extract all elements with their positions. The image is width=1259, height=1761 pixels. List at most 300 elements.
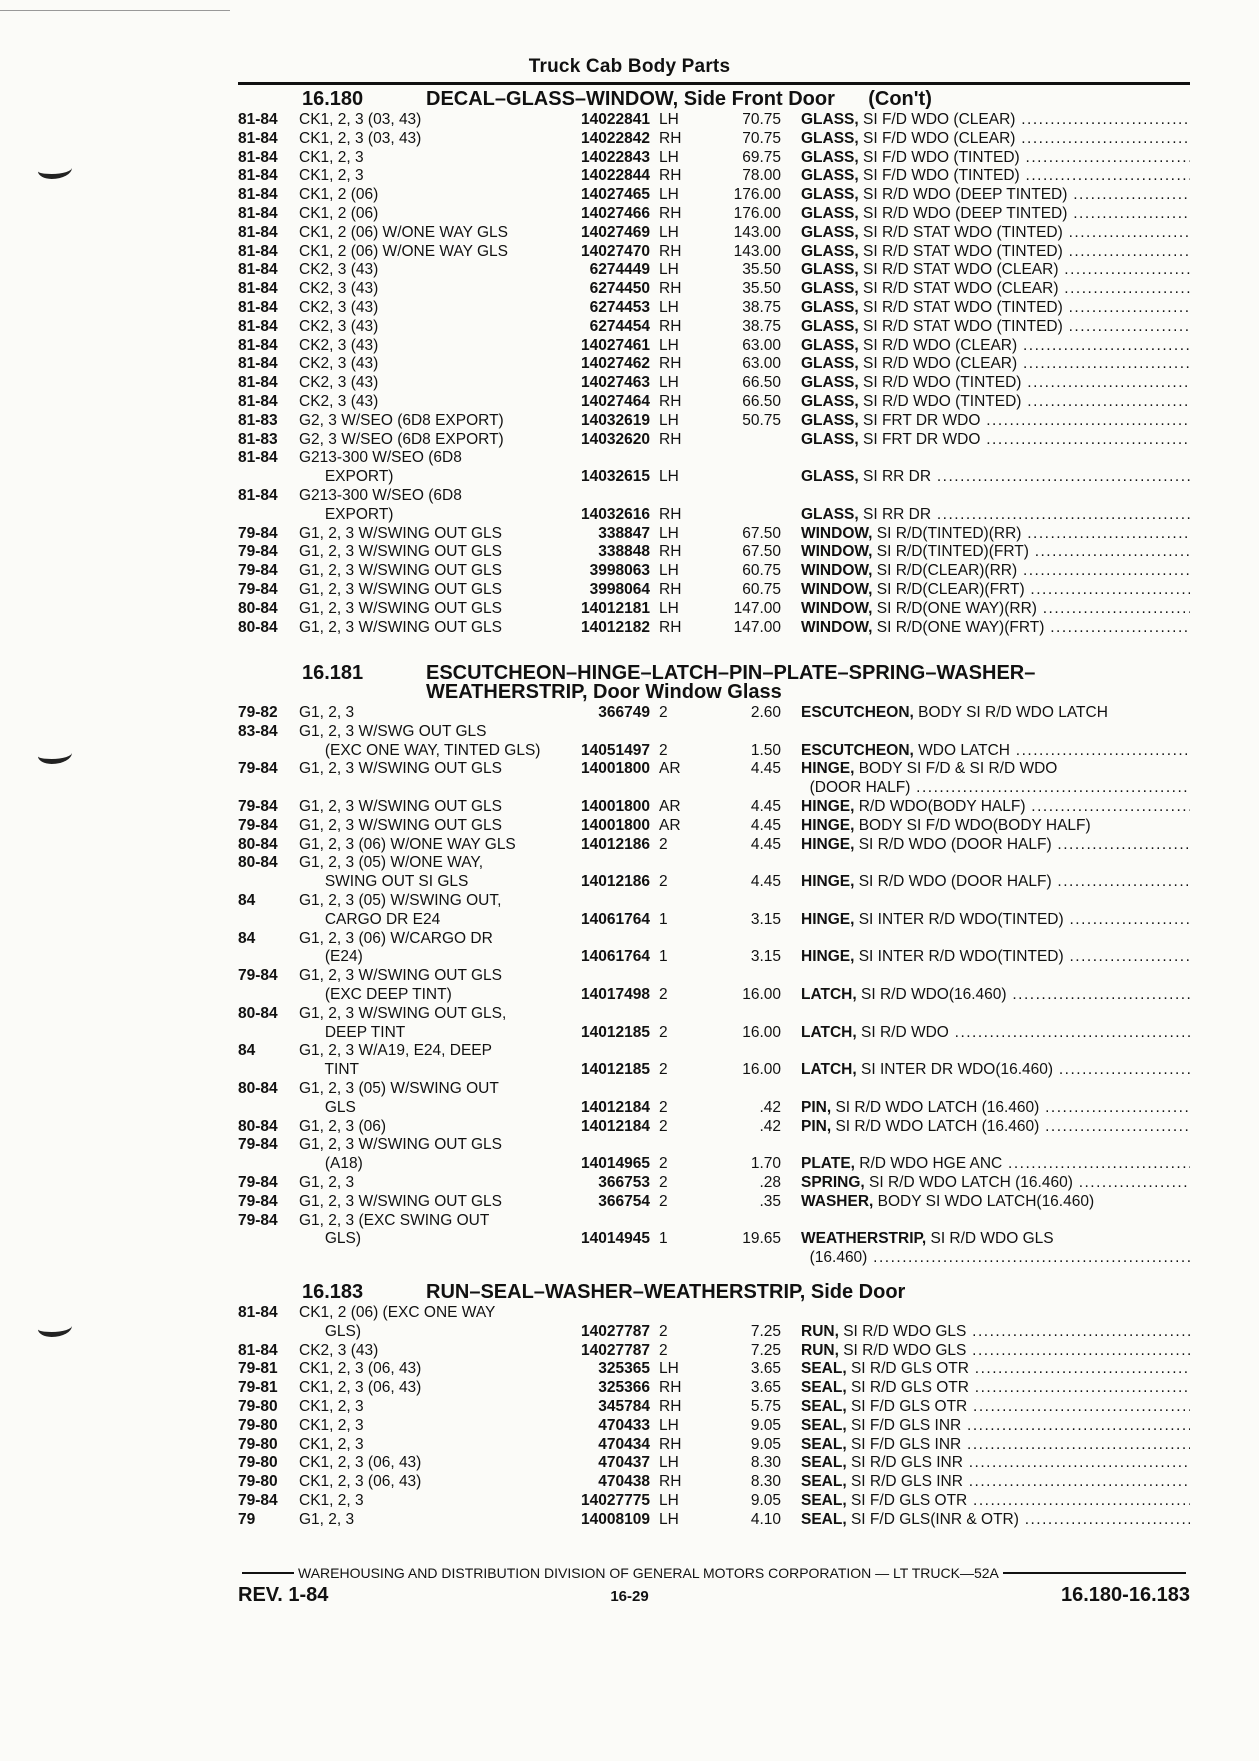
model-years — [238, 468, 299, 487]
price — [687, 967, 781, 986]
part-description — [781, 167, 1190, 186]
model-application: CK1, 2 (06) (EXC ONE WAY — [299, 1304, 496, 1321]
section-number: 16.183 — [302, 1281, 364, 1303]
model-years: 79-81 — [238, 1360, 278, 1378]
model-application: (E24) — [299, 948, 363, 966]
part-detail: BODY SI R/D WDO LATCH — [913, 704, 1108, 721]
part-number: 14017498 — [581, 985, 650, 1003]
part-name: ESCUTCHEON, — [801, 704, 914, 721]
scan-edge-line — [0, 10, 230, 11]
part-number: 14027470 — [581, 242, 650, 260]
table-row — [238, 1099, 1190, 1118]
table-row — [238, 600, 1190, 619]
part-name: SEAL, — [801, 1379, 847, 1397]
price: 16.00 — [742, 985, 781, 1003]
quantity: LH — [659, 336, 679, 354]
footer-division-text: WAREHOUSING AND DISTRIBUTION DIVISION OF GENERAL MOTORS CORPORATION — LT TRUCK—52A — [298, 1565, 999, 1581]
part-description — [781, 1155, 1190, 1174]
part-name: HINGE, — [801, 760, 855, 778]
part-description — [781, 836, 1190, 855]
footer-rule-right — [1003, 1572, 1186, 1574]
table-row — [238, 873, 1190, 892]
title-rule — [238, 82, 1190, 85]
price — [687, 506, 781, 525]
part-number: 470434 — [598, 1435, 650, 1453]
part-name: HINGE, — [801, 910, 855, 928]
price — [687, 468, 781, 487]
model-years: 79-84 — [238, 1211, 278, 1229]
quantity — [650, 1249, 687, 1268]
model-application: G1, 2, 3 W/SWING OUT GLS — [299, 1192, 502, 1210]
model-application: CK2, 3 (43) — [299, 280, 379, 298]
model-application: G213-300 W/SEO (6D8 — [299, 449, 462, 467]
price: 70.75 — [742, 129, 781, 147]
part-detail: SI R/D WDO(16.460) — [856, 985, 1007, 1003]
model-application: G1, 2, 3 W/SWING OUT GLS — [299, 562, 502, 580]
model-years — [238, 1249, 299, 1268]
model-application: CK1, 2, 3 (03, 43) — [299, 129, 422, 147]
price — [687, 1042, 781, 1061]
part-name: SEAL, — [801, 1473, 847, 1491]
part-number: 14012185 — [581, 1023, 650, 1041]
price: 63.00 — [742, 355, 781, 373]
model-years: 80-84 — [238, 599, 278, 617]
price: .42 — [759, 1098, 781, 1116]
model-application: G1, 2, 3 (05) W/SWING OUT — [299, 1079, 499, 1097]
model-years: 80-84 — [238, 618, 278, 636]
part-description — [781, 1080, 1190, 1099]
model-years — [238, 1155, 299, 1174]
model-years — [238, 1099, 299, 1118]
part-description — [781, 1492, 1190, 1511]
part-detail: SI R/D WDO LATCH (16.460) — [831, 1098, 1040, 1116]
table-row — [238, 798, 1190, 817]
table-row — [238, 525, 1190, 544]
part-detail: R/D WDO HGE ANC — [854, 1155, 1003, 1173]
part-description — [781, 873, 1190, 892]
section-title-line2: WEATHERSTRIP, Door Window Glass — [426, 681, 782, 703]
part-name: GLASS, — [801, 468, 859, 486]
part-number: 325366 — [598, 1379, 650, 1397]
part-detail: SI R/D STAT WDO (CLEAR) — [858, 280, 1059, 298]
part-description — [781, 1193, 1190, 1212]
quantity: RH — [659, 430, 682, 448]
quantity — [650, 1042, 687, 1061]
part-description — [781, 468, 1190, 487]
model-years: 81-83 — [238, 430, 278, 448]
model-years: 83-84 — [238, 722, 278, 740]
part-description — [781, 431, 1190, 450]
quantity: RH — [659, 618, 682, 636]
part-number: 6274453 — [589, 298, 650, 316]
table-row — [238, 412, 1190, 431]
model-application: EXPORT) — [299, 505, 394, 523]
model-application: CK1, 2, 3 (06, 43) — [299, 1360, 422, 1378]
model-years: 81-84 — [238, 1304, 278, 1321]
part-number: 14012186 — [581, 873, 650, 891]
table-row — [238, 930, 1190, 949]
model-years: 79-81 — [238, 1379, 278, 1397]
model-application: CK1, 2 (06) W/ONE WAY GLS — [299, 223, 509, 241]
section-16-183 — [238, 1283, 1190, 1530]
model-application: CK2, 3 (43) — [299, 261, 379, 279]
part-detail: SI F/D GLS INR — [846, 1416, 962, 1434]
part-name: GLASS, — [801, 204, 859, 222]
part-detail: SI F/D GLS INR — [846, 1435, 962, 1453]
price — [687, 1249, 781, 1268]
part-number: 14027775 — [581, 1491, 650, 1509]
section-range: 16.180-16.183 — [1060, 1584, 1190, 1606]
table-row — [238, 167, 1190, 186]
price: 3.65 — [750, 1360, 781, 1378]
price: 4.10 — [750, 1510, 781, 1528]
table-row — [238, 1080, 1190, 1099]
model-application: G1, 2, 3 (05) W/SWING OUT, — [299, 891, 502, 909]
model-years — [238, 506, 299, 525]
part-number: 14022841 — [581, 111, 650, 128]
part-name: GLASS, — [801, 374, 859, 392]
part-detail: SI R/D WDO LATCH (16.460) — [864, 1173, 1073, 1191]
part-description — [781, 562, 1190, 581]
part-number — [576, 1212, 650, 1231]
model-application: G1, 2, 3 W/SWING OUT GLS — [299, 760, 502, 778]
quantity: LH — [659, 298, 679, 316]
parts-list — [238, 1304, 1190, 1530]
part-name: GLASS, — [801, 111, 859, 128]
quantity: LH — [659, 1454, 679, 1472]
part-description — [781, 243, 1190, 262]
part-name: GLASS, — [801, 298, 859, 316]
model-application: CK1, 2, 3 (06, 43) — [299, 1454, 422, 1472]
price: 4.45 — [750, 797, 781, 815]
model-years: 81-84 — [238, 317, 278, 335]
part-name: PIN, — [801, 1117, 832, 1135]
model-application: G1, 2, 3 — [299, 1173, 355, 1191]
model-application: G1, 2, 3 W/SWG OUT GLS — [299, 722, 487, 740]
part-name: ESCUTCHEON, — [801, 741, 914, 759]
quantity: AR — [659, 760, 681, 778]
quantity: RH — [659, 1379, 682, 1397]
part-description — [781, 704, 1190, 723]
part-description — [781, 892, 1190, 911]
part-description — [781, 1511, 1190, 1530]
quantity: 2 — [659, 1023, 668, 1041]
model-application: CK1, 2, 3 — [299, 1416, 364, 1434]
model-application: CK2, 3 (43) — [299, 298, 379, 316]
model-years: 79-82 — [238, 704, 278, 721]
model-application: SWING OUT SI GLS — [299, 873, 469, 891]
model-application: CK2, 3 (43) — [299, 317, 379, 335]
part-description — [781, 186, 1190, 205]
table-row — [238, 619, 1190, 638]
quantity: 2 — [659, 873, 668, 891]
table-row — [238, 1230, 1190, 1249]
quantity — [650, 1005, 687, 1024]
part-detail: SI R/D WDO (DEEP TINTED) — [858, 186, 1068, 204]
price — [687, 930, 781, 949]
part-number: 345784 — [598, 1397, 650, 1415]
table-row — [238, 836, 1190, 855]
part-number: 366754 — [598, 1192, 650, 1210]
model-years: 81-84 — [238, 223, 278, 241]
part-detail: SI R/D WDO (CLEAR) — [858, 355, 1018, 373]
model-application: G1, 2, 3 (06) W/ONE WAY GLS — [299, 835, 516, 853]
price — [687, 854, 781, 873]
quantity: 1 — [659, 948, 668, 966]
part-description — [781, 1230, 1190, 1249]
part-description — [781, 723, 1190, 742]
quantity: RH — [659, 129, 682, 147]
part-description — [781, 1024, 1190, 1043]
part-name: GLASS, — [801, 167, 859, 185]
part-name: WINDOW, — [801, 562, 873, 580]
model-application: G1, 2, 3 (06) W/CARGO DR — [299, 929, 493, 947]
part-description — [781, 261, 1190, 280]
model-application: G2, 3 W/SEO (6D8 EXPORT) — [299, 430, 504, 448]
table-row — [238, 892, 1190, 911]
table-row — [238, 1342, 1190, 1361]
price: 9.05 — [750, 1416, 781, 1434]
part-description — [781, 224, 1190, 243]
section-header — [238, 664, 1190, 702]
table-row — [238, 318, 1190, 337]
price: 7.25 — [750, 1322, 781, 1340]
table-row — [238, 487, 1190, 506]
quantity: RH — [659, 280, 682, 298]
model-application: EXPORT) — [299, 468, 394, 486]
quantity: 1 — [659, 910, 668, 928]
table-row — [238, 468, 1190, 487]
part-detail: SI R/D WDO GLS — [838, 1341, 967, 1359]
part-description — [781, 1042, 1190, 1061]
part-detail: SI R/D(ONE WAY)(FRT) — [872, 618, 1045, 636]
model-application: GLS — [299, 1098, 356, 1116]
model-years: 79-84 — [238, 797, 278, 815]
part-detail: BODY SI F/D WDO(BODY HALF) — [854, 816, 1091, 834]
model-years: 81-84 — [238, 392, 278, 410]
section-title: RUN–SEAL–WASHER–WEATHERSTRIP, Side Door — [426, 1281, 906, 1303]
price: 35.50 — [742, 280, 781, 298]
part-description — [781, 581, 1190, 600]
part-description — [781, 742, 1190, 761]
part-detail: SI F/D WDO (CLEAR) — [858, 111, 1016, 128]
model-years: 81-84 — [238, 280, 278, 298]
price: 143.00 — [733, 223, 781, 241]
price: 16.00 — [742, 1061, 781, 1079]
quantity — [650, 487, 687, 506]
price: 147.00 — [733, 599, 781, 617]
part-detail: SI R/D WDO GLS — [838, 1322, 967, 1340]
part-number: 366753 — [598, 1173, 650, 1191]
part-name: GLASS, — [801, 317, 859, 335]
part-number: 14022843 — [581, 148, 650, 166]
part-name: GLASS, — [801, 129, 859, 147]
model-years: 79-80 — [238, 1454, 278, 1472]
part-description — [781, 760, 1190, 779]
model-years — [238, 742, 299, 761]
model-years — [238, 779, 299, 798]
part-detail: SI R/D WDO (TINTED) — [858, 374, 1022, 392]
part-name: GLASS, — [801, 355, 859, 373]
model-application: CK1, 2 (06) — [299, 186, 379, 204]
part-name: GLASS, — [801, 280, 859, 298]
part-description — [781, 355, 1190, 374]
table-row — [238, 1417, 1190, 1436]
table-row — [238, 1136, 1190, 1155]
model-years: 81-84 — [238, 449, 278, 467]
part-name: GLASS, — [801, 336, 859, 354]
part-description — [781, 779, 1190, 798]
part-name: RUN, — [801, 1341, 839, 1359]
part-name: SEAL, — [801, 1416, 847, 1434]
table-row — [238, 581, 1190, 600]
part-name: PLATE, — [801, 1155, 855, 1173]
part-number: 14027469 — [581, 223, 650, 241]
table-row — [238, 817, 1190, 836]
part-number — [576, 779, 650, 798]
part-number: 14014965 — [581, 1155, 650, 1173]
part-description — [781, 393, 1190, 412]
quantity — [650, 723, 687, 742]
model-years: 79-80 — [238, 1435, 278, 1453]
quantity: 2 — [659, 1061, 668, 1079]
part-name: WASHER, — [801, 1192, 874, 1210]
quantity: 2 — [659, 1155, 668, 1173]
footer-rule-left — [242, 1572, 294, 1574]
part-detail: SI F/D GLS OTR — [846, 1491, 968, 1509]
part-number: 14032616 — [581, 505, 650, 523]
quantity: AR — [659, 797, 681, 815]
part-detail: SI R/D STAT WDO (TINTED) — [858, 317, 1063, 335]
part-description — [781, 487, 1190, 506]
part-description — [781, 798, 1190, 817]
part-name: LATCH, — [801, 1061, 857, 1079]
model-application: G1, 2, 3 (06) — [299, 1117, 387, 1135]
model-application: G1, 2, 3 (05) W/ONE WAY, — [299, 854, 484, 872]
part-name: LATCH, — [801, 1023, 857, 1041]
part-detail: SI R/D STAT WDO (TINTED) — [858, 223, 1063, 241]
model-years: 80-84 — [238, 835, 278, 853]
part-detail: SI RR DR — [858, 505, 932, 523]
price: 35.50 — [742, 261, 781, 279]
table-row — [238, 186, 1190, 205]
table-row — [238, 1024, 1190, 1043]
price: 4.45 — [750, 835, 781, 853]
model-application: CK1, 2, 3 — [299, 1491, 364, 1509]
table-row — [238, 779, 1190, 798]
quantity: 2 — [659, 1173, 668, 1191]
price: 143.00 — [733, 242, 781, 260]
part-number: 14012184 — [581, 1117, 650, 1135]
model-years: 79-84 — [238, 1192, 278, 1210]
price: 60.75 — [742, 562, 781, 580]
part-number — [576, 1080, 650, 1099]
section-header — [238, 90, 1190, 109]
section-number: 16.181 — [302, 662, 364, 684]
table-row — [238, 299, 1190, 318]
price: 38.75 — [742, 317, 781, 335]
model-years: 81-84 — [238, 298, 278, 316]
model-years: 81-84 — [238, 242, 278, 260]
part-number: 14027463 — [581, 374, 650, 392]
model-years: 84 — [238, 1042, 256, 1060]
part-description — [781, 967, 1190, 986]
part-name: HINGE, — [801, 873, 855, 891]
part-detail: SI R/D WDO (TINTED) — [858, 392, 1022, 410]
part-detail: SI FRT DR WDO — [858, 430, 981, 448]
part-name: SEAL, — [801, 1360, 847, 1378]
price: 38.75 — [742, 298, 781, 316]
part-number: 366749 — [598, 704, 650, 721]
table-row — [238, 1118, 1190, 1137]
model-application — [299, 1249, 576, 1268]
footer-division-line — [238, 1565, 1190, 1581]
model-years — [238, 1230, 299, 1249]
model-application: G2, 3 W/SEO (6D8 EXPORT) — [299, 411, 504, 429]
section-16-180 — [238, 90, 1190, 637]
price: .35 — [759, 1192, 781, 1210]
part-detail: SI R/D WDO (CLEAR) — [858, 336, 1018, 354]
part-number: 14027466 — [581, 204, 650, 222]
price: .28 — [759, 1173, 781, 1191]
price — [687, 487, 781, 506]
part-number — [576, 1136, 650, 1155]
part-description — [781, 543, 1190, 562]
part-number — [576, 449, 650, 468]
binder-hole-mark — [38, 160, 72, 179]
part-detail: SI RR DR — [858, 468, 932, 486]
quantity: RH — [659, 167, 682, 185]
table-row — [238, 261, 1190, 280]
quantity: RH — [659, 1473, 682, 1491]
parts-list — [238, 704, 1190, 1268]
part-number: 14012181 — [581, 599, 650, 617]
part-description — [781, 525, 1190, 544]
model-years: 81-83 — [238, 411, 278, 429]
part-description — [781, 1379, 1190, 1398]
price — [687, 892, 781, 911]
part-number: 3998063 — [589, 562, 650, 580]
part-name: GLASS, — [801, 223, 859, 241]
model-application: CK2, 3 (43) — [299, 336, 379, 354]
quantity: RH — [659, 317, 682, 335]
quantity: 2 — [659, 741, 668, 759]
model-application: DEEP TINT — [299, 1023, 406, 1041]
quantity: RH — [659, 580, 682, 598]
price: 4.45 — [750, 816, 781, 834]
model-years: 81-84 — [238, 204, 278, 222]
binder-hole-mark — [38, 745, 72, 764]
quantity — [650, 930, 687, 949]
part-detail: SI INTER R/D WDO(TINTED) — [854, 948, 1064, 966]
model-years: 81-84 — [238, 186, 278, 204]
table-row — [238, 1174, 1190, 1193]
model-years: 79-84 — [238, 1173, 278, 1191]
price: 60.75 — [742, 580, 781, 598]
model-application: G1, 2, 3 W/SWING OUT GLS, — [299, 1004, 507, 1022]
quantity: RH — [659, 1397, 682, 1415]
part-description — [781, 1118, 1190, 1137]
part-name: GLASS, — [801, 186, 859, 204]
part-detail: SI F/D WDO (TINTED) — [858, 148, 1020, 166]
part-description — [781, 1360, 1190, 1379]
part-detail: SI F/D WDO (TINTED) — [858, 167, 1020, 185]
part-number — [576, 1005, 650, 1024]
part-name: SEAL, — [801, 1397, 847, 1415]
table-row — [238, 224, 1190, 243]
model-application: CK1, 2, 3 — [299, 1435, 364, 1453]
part-name: WEATHERSTRIP, — [801, 1230, 927, 1248]
